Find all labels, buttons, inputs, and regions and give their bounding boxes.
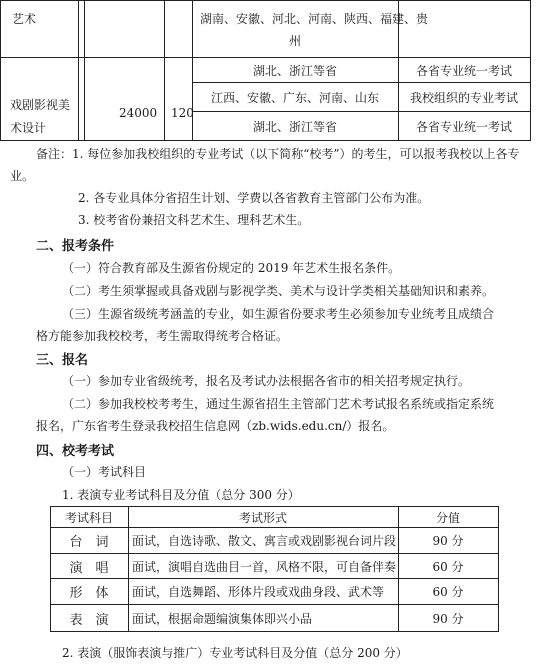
row-score: 90 分 [432,611,464,626]
row-form: 面试，自选舞蹈、形体片段或戏曲身段、武术等 [132,585,385,599]
row-subject: 演 唱 [69,560,109,576]
sub-row1-provinces: 湖北、浙江等省 [252,63,337,78]
row-subject: 表 演 [69,612,109,628]
sub-row3-exam: 各省专业统一考试 [415,119,512,134]
note-1-line2: 业。 [10,169,35,183]
section-heading: 二、报考条件 [36,239,115,254]
fee: 120 [171,106,194,120]
sub-row2-provinces: 江西、安徽、广东、河南、山东 [210,90,379,105]
section-heading: 三、报名 [36,353,89,368]
note-3: 3. 校考省份兼招文科艺术生、理科艺术生。 [78,213,310,227]
table1-title: 1. 表演专业考试科目及分值（总分 300 分） [62,488,300,502]
header-subject: 考试科目 [64,510,113,525]
row-subject: 台 词 [69,535,109,550]
provinces-row1-line1: 湖南、安徽、河北、河南、陕西、福建、贵 [200,12,429,26]
paragraph: 格方能参加我校校考，考生需取得统考合格证。 [36,329,289,343]
header-form: 考试形式 [238,510,287,525]
paragraph: （一）参加专业省级统考，报名及考试办法根据各省市的相关招考规定执行。 [62,374,471,388]
major-drama-line2: 术设计 [10,121,47,135]
paragraph: （二）参加我校校考考生，通过生源省招生主管部门艺术考试报名系统或指定系统 [62,397,495,411]
subsection-heading: （一）考试科目 [62,465,147,479]
row-subject: 形 体 [69,586,109,601]
row-form: 面试，自选诗歌、散文、寓言或戏剧影视台词片段 [132,534,397,548]
major-art: 艺术 [12,12,37,26]
paragraph: 报名，广东省考生登录我校招生信息网（zb.wids.edu.cn/）报名。 [36,419,395,433]
paragraph: （一）符合教育部及生源省份规定的 2019 年艺术生报名条件。 [62,261,401,275]
provinces-row1-line2: 州 [289,34,302,48]
table2-title: 2. 表演（服饰表演与推广）专业考试科目及分值（总分 200 分） [62,646,408,660]
row-score: 60 分 [432,559,464,574]
sub-row1-exam: 各省专业统一考试 [415,63,512,78]
note-1-line1: 备注：1. 每位参加我校组织的专业考试（以下简称“校考”）的考生，可以报考我校以上各专 [36,147,520,161]
section-heading: 四、校考考试 [36,444,115,459]
row-score: 60 分 [432,585,464,599]
note-2: 2. 各专业具体分省招生计划、学费以各省教育主管部门公布为准。 [78,191,430,205]
row-score: 90 分 [432,534,464,548]
paragraph: （三）生源省级统考涵盖的专业，如生源省份要求考生必须参加专业统考且成绩合 [62,307,495,321]
sub-row3-provinces: 湖北、浙江等省 [252,119,337,134]
sub-row2-exam: 我校组织的专业考试 [409,90,518,105]
plan-count: 24000 [119,106,158,120]
header-score: 分值 [435,510,460,525]
major-drama-line1: 戏剧影视美 [10,98,71,112]
row-form: 面试，根据命题编演集体即兴小品 [132,611,313,626]
paragraph: （二）考生须掌握或具备戏剧与影视学类、美术与设计学类相关基础知识和素养。 [62,284,495,298]
row-form: 面试，演唱自选曲目一首，风格不限，可自备伴奏 [132,559,397,574]
